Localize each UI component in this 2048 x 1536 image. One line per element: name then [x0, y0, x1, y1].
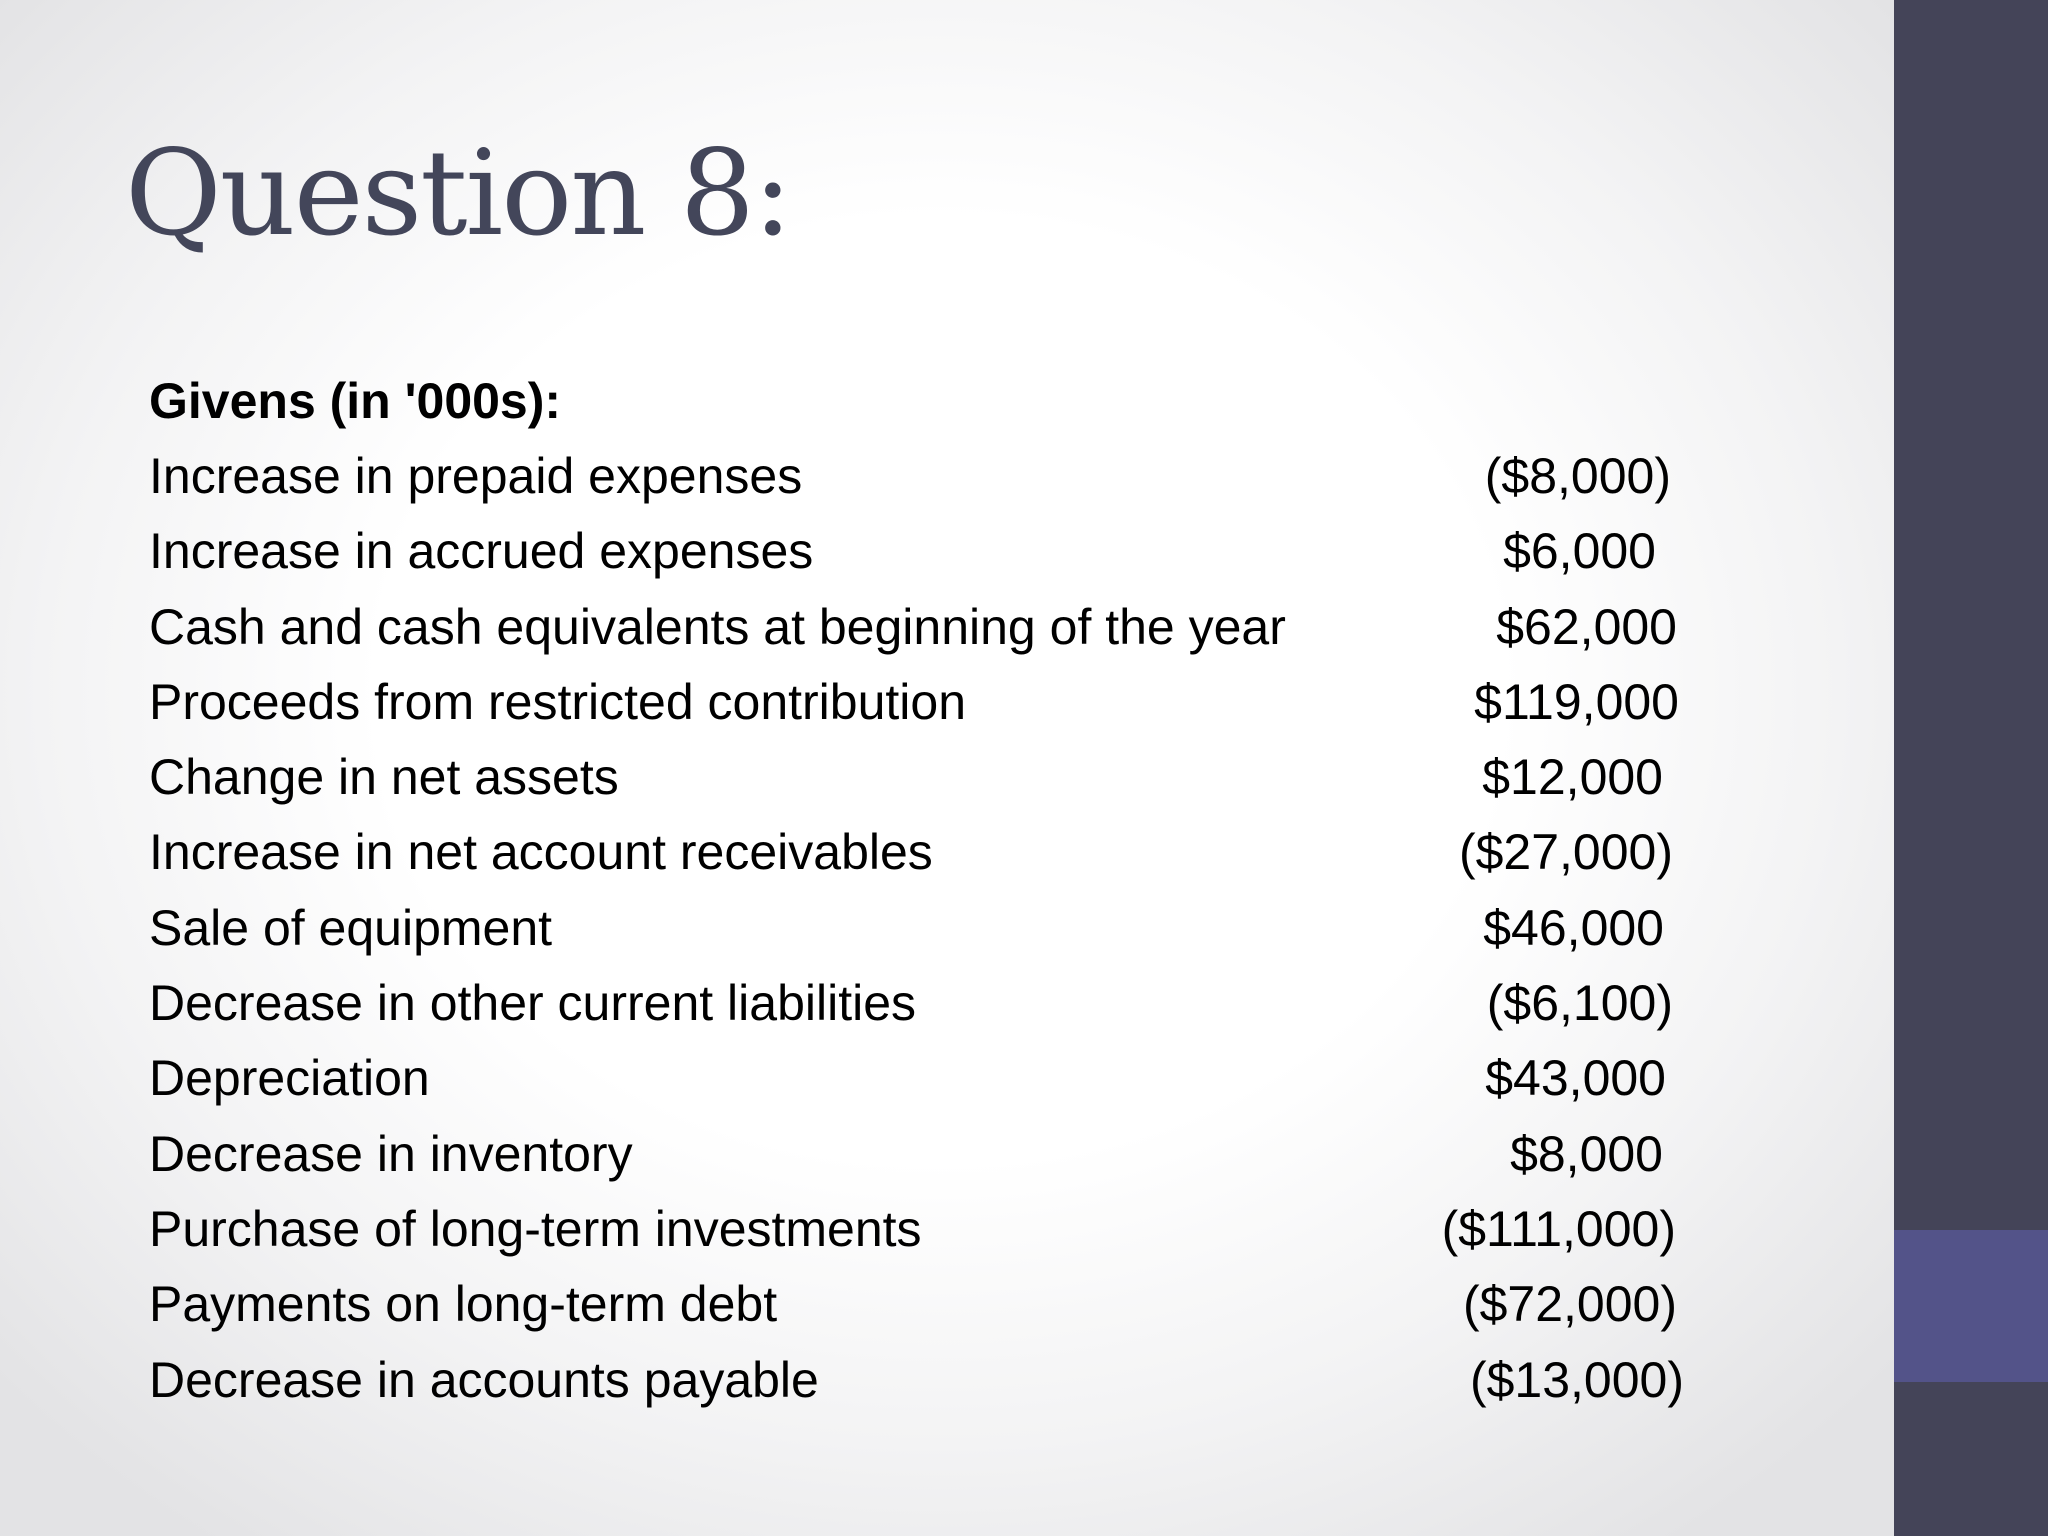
sidebar-accent-block — [1894, 1230, 2048, 1382]
given-value: ($6,100) — [1486, 975, 1673, 1032]
given-label: Decrease in other current liabilities — [149, 975, 917, 1032]
given-value: ($27,000) — [1458, 824, 1673, 881]
given-label: Increase in prepaid expenses — [149, 448, 803, 504]
given-row — [149, 815, 1673, 890]
given-row — [149, 439, 1671, 514]
given-value: $6,000 — [1503, 523, 1656, 580]
given-value: ($72,000) — [1462, 1276, 1677, 1333]
given-label: Payments on long-term debt — [149, 1276, 778, 1333]
given-row — [149, 590, 1677, 665]
given-row — [149, 740, 1663, 815]
given-row — [149, 665, 1679, 740]
given-row — [149, 966, 1673, 1041]
givens-heading: Givens (in '000s): — [149, 373, 562, 429]
given-label: Proceeds from restricted contribution — [149, 673, 967, 730]
given-label: Change in net assets — [149, 749, 619, 806]
givens-list — [149, 364, 1684, 1418]
slide-title: Question 8: — [125, 124, 791, 262]
given-value: $12,000 — [1482, 749, 1663, 806]
given-value: $46,000 — [1483, 899, 1664, 956]
given-value: ($111,000) — [1441, 1200, 1676, 1257]
given-label: Increase in accrued expenses — [149, 523, 814, 580]
given-label: Depreciation — [149, 1050, 430, 1107]
given-label: Decrease in accounts payable — [149, 1351, 819, 1408]
given-value: ($8,000) — [1484, 448, 1671, 504]
given-label: Increase in net account receivables — [149, 824, 933, 881]
given-row — [149, 891, 1664, 966]
given-value: ($13,000) — [1469, 1351, 1684, 1408]
given-label: Purchase of long-term investments — [149, 1200, 922, 1257]
given-row — [149, 1267, 1677, 1342]
given-value: $8,000 — [1510, 1125, 1663, 1182]
given-row — [149, 1117, 1663, 1192]
given-value: $43,000 — [1485, 1050, 1666, 1107]
given-value: $119,000 — [1474, 673, 1679, 730]
given-label: Cash and cash equivalents at beginning of the year — [149, 598, 1286, 655]
given-value: $62,000 — [1496, 598, 1677, 655]
given-row — [149, 1343, 1684, 1418]
given-row — [149, 1041, 1666, 1116]
given-row — [149, 1192, 1676, 1267]
given-label: Decrease in inventory — [149, 1125, 633, 1182]
given-row — [149, 514, 1656, 589]
given-label: Sale of equipment — [149, 899, 553, 956]
